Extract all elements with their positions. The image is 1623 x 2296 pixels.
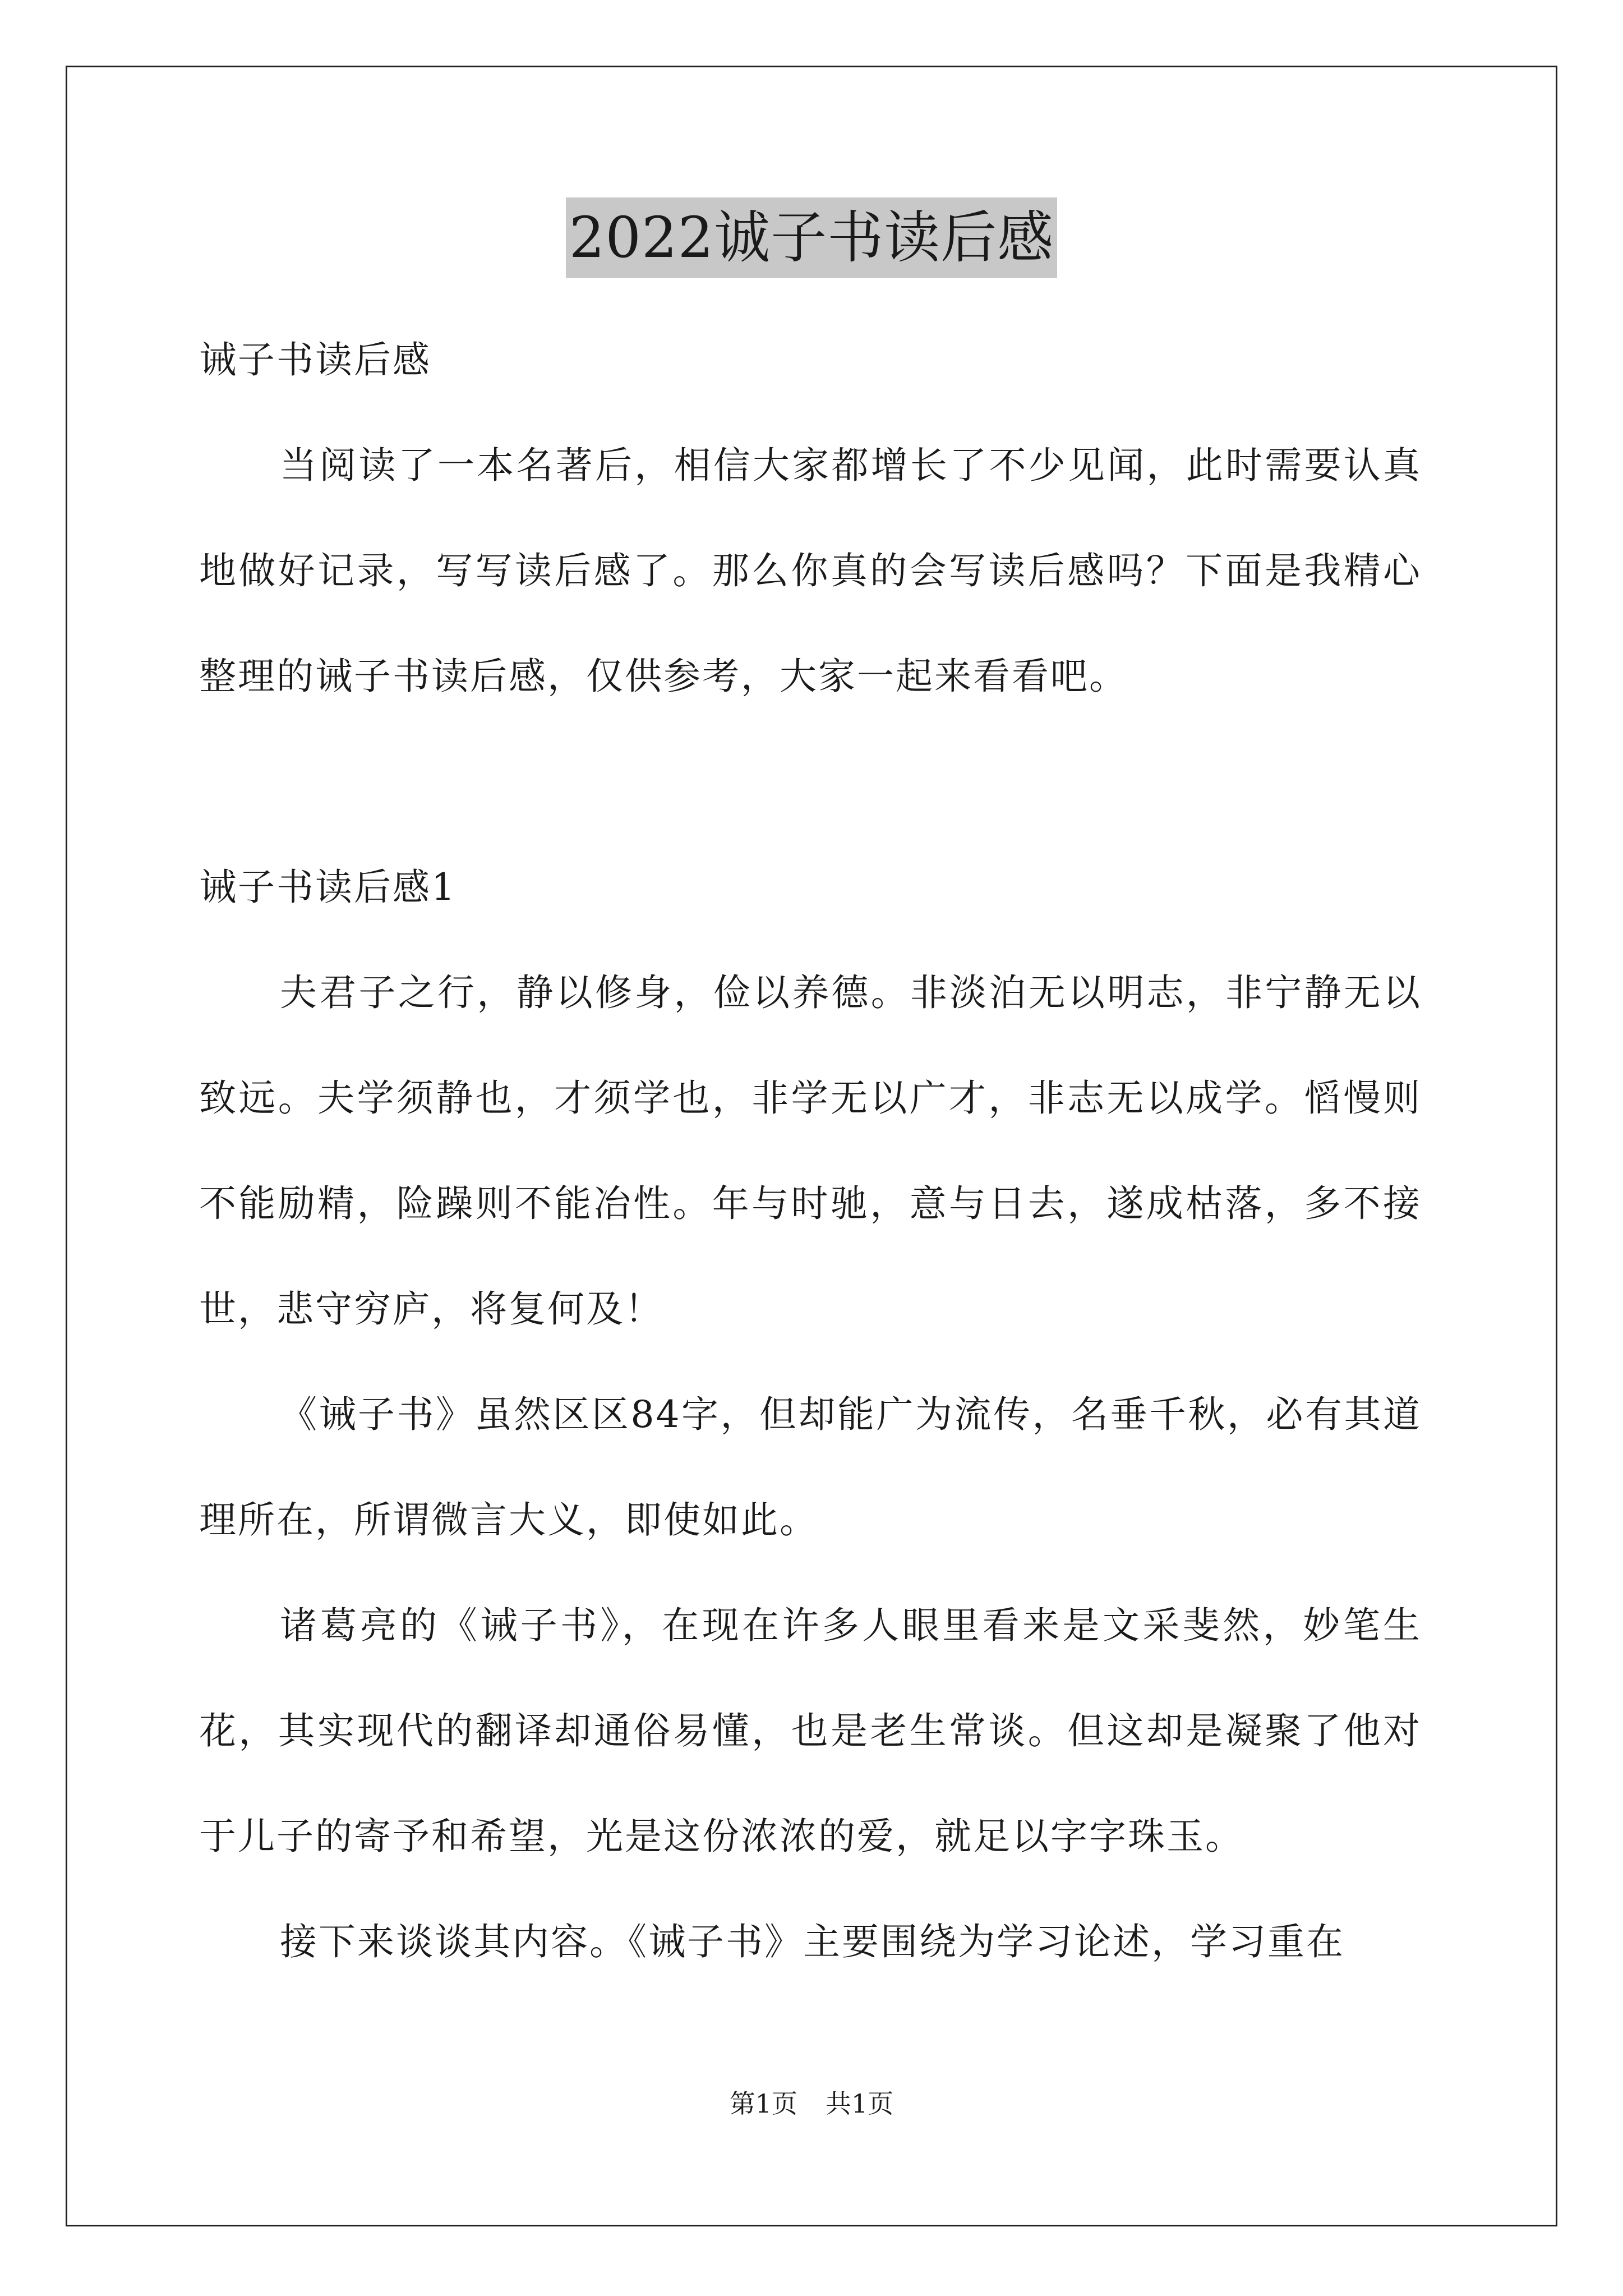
subtitle: 诫子书读后感 [199,338,431,381]
document-body [199,307,1422,1995]
intro-paragraph: 当阅读了一本名著后，相信大家都增长了不少见闻，此时需要认真地做好记录，写写读后感了。那么你真的会写读后感吗？下面是我精心整理的诫子书读后感，仅供参考，大家一起来看看吧。 [199,444,1422,698]
page-footer [0,2087,1623,2120]
body-paragraph: 诸葛亮的《诫子书》，在现在许多人眼里看来是文采斐然，妙笔生花，其实现代的翻译却通俗易懂，也是老生常谈。但这却是凝聚了他对于儿子的寄予和希望，光是这份浓浓的爱，就足以字字珠玉。 [199,1604,1422,1858]
body-paragraph: 夫君子之行，静以修身，俭以养德。非淡泊无以明志，非宁静无以致远。夫学须静也，才须学也，非学无以广才，非志无以成学。慆慢则不能励精，险躁则不能冶性。年与时驰，意与日去，遂成枯落，多不接世，悲守穷庐，将复何及！ [199,971,1422,1331]
page-total: 共1页 [826,2088,894,2119]
spacer [199,729,1422,835]
body-paragraph: 接下来谈谈其内容。《诫子书》主要围绕为学习论述，学习重在 [280,1920,1345,1963]
page-current: 第1页 [729,2088,797,2119]
document-title: 2022诚子书读后感 [566,197,1058,278]
body-paragraph: 《诫子书》虽然区区84字，但却能广为流传，名垂千秋，必有其道理所在，所谓微言大义，即使如此。 [199,1393,1422,1542]
title-container [0,197,1623,278]
section-heading: 诫子书读后感1 [199,866,457,909]
